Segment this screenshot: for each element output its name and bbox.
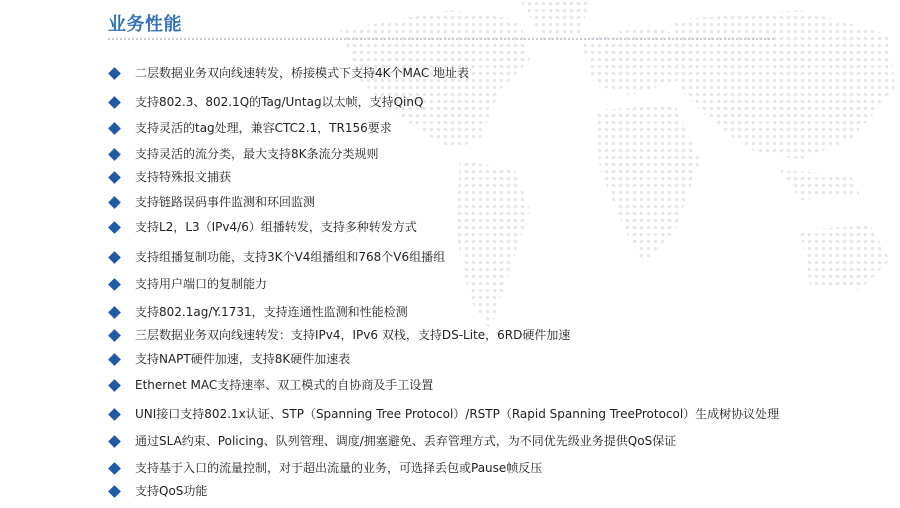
diamond-bullet-icon: [108, 122, 121, 135]
feature-text: 支持特殊报文捕获: [135, 170, 232, 184]
diamond-bullet-icon: [108, 329, 121, 342]
feature-text: 支持链路误码事件监测和环回监测: [135, 195, 316, 209]
list-item: [108, 119, 392, 137]
list-item: [108, 168, 231, 186]
diamond-bullet-icon: [108, 278, 121, 291]
feature-text: 支持802.3、802.1Q的Tag/Untag以太帧，支持QinQ: [135, 95, 424, 109]
feature-text: 支持NAPT硬件加速，支持8K硬件加速表: [135, 352, 351, 366]
diamond-bullet-icon: [108, 485, 121, 498]
feature-text: 支持QoS功能: [135, 484, 208, 498]
list-item: [108, 218, 417, 236]
diamond-bullet-icon: [108, 353, 121, 366]
feature-text: 支持基于入口的流量控制，对于超出流量的业务，可选择丢包或Pause帧反压: [135, 461, 543, 475]
list-item: [108, 145, 379, 163]
feature-text: 通过SLA约束、Policing、队列管理、调度/拥塞避免、丢弃管理方式，为不同优先级业务提供QoS保证: [135, 434, 677, 448]
list-item: [108, 64, 469, 82]
diamond-bullet-icon: [108, 462, 121, 475]
diamond-bullet-icon: [108, 379, 121, 392]
feature-text: 三层数据业务双向线速转发：支持IPv4，IPv6 双栈，支持DS-Lite，6RD硬件加速: [135, 328, 571, 342]
feature-text: 支持组播复制功能，支持3K个V4组播组和768个V6组播组: [135, 250, 446, 264]
list-item: [108, 248, 445, 266]
diamond-bullet-icon: [108, 221, 121, 234]
list-item: [108, 275, 267, 293]
list-item: [108, 482, 207, 500]
diamond-bullet-icon: [108, 148, 121, 161]
diamond-bullet-icon: [108, 67, 121, 80]
list-item: [108, 193, 315, 211]
list-item: [108, 459, 542, 477]
diamond-bullet-icon: [108, 435, 121, 448]
list-item: [108, 93, 423, 111]
feature-text: 支持802.1ag/Y.1731，支持连通性监测和性能检测: [135, 305, 408, 319]
feature-text: Ethernet MAC支持速率、双工模式的自协商及手工设置: [135, 378, 434, 392]
diamond-bullet-icon: [108, 171, 121, 184]
section-title: 业务性能: [108, 14, 182, 35]
title-divider: [108, 38, 774, 40]
diamond-bullet-icon: [108, 96, 121, 109]
feature-text: 二层数据业务双向线速转发，桥接模式下支持4K个MAC 地址表: [135, 66, 470, 80]
diamond-bullet-icon: [108, 408, 121, 421]
list-item: [108, 376, 433, 394]
list-item: [108, 326, 570, 344]
feature-text: 支持灵活的流分类，最大支持8K条流分类规则: [135, 147, 379, 161]
feature-text: 支持L2，L3（IPv4/6）组播转发，支持多种转发方式: [135, 220, 417, 234]
feature-text: 支持灵活的tag处理，兼容CTC2.1，TR156要求: [135, 121, 392, 135]
diamond-bullet-icon: [108, 306, 121, 319]
feature-text: 支持用户端口的复制能力: [135, 277, 268, 291]
list-item: [108, 432, 676, 450]
diamond-bullet-icon: [108, 196, 121, 209]
feature-text: UNI接口支持802.1x认证、STP（Spanning Tree Protocol）/RSTP（Rapid Spanning TreeProtocol）生成树协议处理: [135, 407, 780, 421]
list-item: [108, 303, 408, 321]
list-item: [108, 350, 350, 368]
diamond-bullet-icon: [108, 251, 121, 264]
list-item: [108, 405, 779, 423]
